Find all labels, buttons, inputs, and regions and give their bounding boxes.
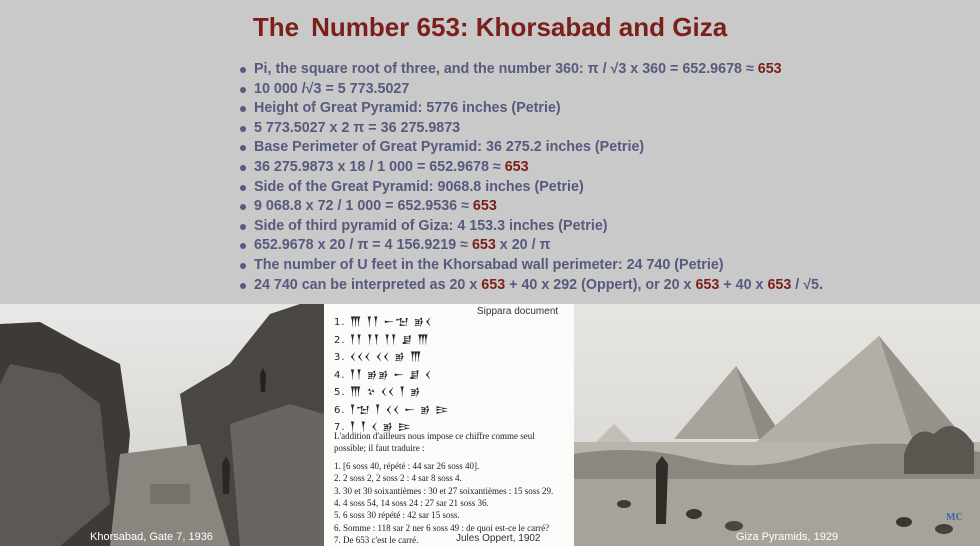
page-title xyxy=(0,12,980,43)
calculation-text: 36 275.9873 x 18 / 1 000 = 652.9678 ≈ xyxy=(254,158,505,175)
calculation-text: + 40 x xyxy=(719,276,768,293)
calculation-text: Height of Great Pyramid: 5776 inches (Petrie) xyxy=(254,100,561,117)
khorsabad-photo xyxy=(0,304,324,546)
cuneiform-row: 1. 𒐗 𒐕𒐕 𒀸𒈠 𒂊𒌋 xyxy=(334,317,433,328)
calculation-text: + 40 x 292 (Oppert), or 20 x xyxy=(505,276,696,293)
calculation-text: Side of the Great Pyramid: 9068.8 inches (Petrie) xyxy=(254,178,584,195)
highlight-653: 653 xyxy=(471,237,496,254)
calculation-item xyxy=(238,197,958,217)
translation-line: 5. 6 soss 30 répété : 42 sar 15 soss. xyxy=(334,510,460,521)
highlight-653: 653 xyxy=(504,158,529,175)
calculation-text: / √5. xyxy=(791,276,823,293)
cuneiform-row: 4. 𒐕𒐕 𒂊𒂊 𒀸 𒋗 𒌋 xyxy=(334,369,433,381)
calculation-text: The number of U feet in the Khorsabad wall perimeter: 24 740 (Petrie) xyxy=(254,256,724,273)
translation-line: 2. 2 soss 2, 2 soss 2 : 4 sar 8 soss 4. xyxy=(334,473,462,484)
calculation-text: Base Perimeter of Great Pyramid: 36 275.2 inches (Petrie) xyxy=(254,139,645,156)
oppert-caption: Jules Oppert, 1902 xyxy=(456,533,541,544)
cuneiform-row: 3. 𒌋𒌋𒌋 𒌋𒌋 𒂊 𒐗 xyxy=(334,352,423,363)
translation-line: 1. [6 soss 40, répété : 44 sar 26 soss 40]. xyxy=(334,461,480,471)
cuneiform-row: 6. 𒐕𒈠 𒐕 𒌋𒌋 𒀸 𒂊 𒄿 xyxy=(334,404,450,416)
translation-line: 6. Somme : 118 sar 2 ner 6 soss 49 : de quoi est-ce le carré? xyxy=(334,522,550,533)
calculation-item xyxy=(238,119,958,139)
calculation-text: 24 740 can be interpreted as 20 x xyxy=(254,276,482,293)
calculation-text: Pi, the square root of three, and the number 360: π / √3 x 360 = 652.9678 ≈ xyxy=(254,61,758,77)
calculation-item xyxy=(238,217,958,237)
sippara-caption: Sippara document xyxy=(477,306,559,317)
title-part-1: The xyxy=(252,12,300,42)
calculation-item xyxy=(238,80,958,100)
translation-line: 4. 4 soss 54, 14 soss 24 : 27 sar 21 soss 36. xyxy=(334,497,489,508)
calculation-item xyxy=(238,276,958,296)
calculation-item xyxy=(238,138,958,158)
calculation-item xyxy=(238,60,958,80)
cuneiform-row: 2. 𒐕𒐕 𒐕𒐕 𒐕𒐕 𒋗 𒐗 xyxy=(334,334,430,346)
cuneiform-row: 7. 𒐕 𒐕 𒌋 𒂊 𒄿 xyxy=(334,422,412,433)
title-part-2: Number 653: Khorsabad and Giza xyxy=(311,12,728,42)
translation-line: 3. 30 et 30 soixantièmes : 30 et 27 soixantièmes : 15 soss 29. xyxy=(334,485,554,496)
mc-logo: MC xyxy=(946,512,963,523)
highlight-653: 653 xyxy=(472,198,497,215)
calculation-list xyxy=(238,60,958,295)
highlight-653: 653 xyxy=(757,61,782,77)
calculation-text: 5 773.5027 x 2 π = 36 275.9873 xyxy=(254,119,461,136)
highlight-653: 653 xyxy=(481,276,506,293)
highlight-653: 653 xyxy=(695,276,720,293)
calculation-item xyxy=(238,158,958,178)
calculation-item xyxy=(238,256,958,276)
calculation-text: x 20 / π xyxy=(495,237,551,254)
document-paragraph-line: L'addition d'ailleurs nous impose ce chiffre comme seul xyxy=(334,431,535,441)
translation-line: 7. De 653 c'est le carré. xyxy=(334,534,419,545)
sippara-document xyxy=(324,304,574,546)
giza-photo xyxy=(574,304,980,546)
calculation-item xyxy=(238,236,958,256)
calculation-item xyxy=(238,99,958,119)
calculation-text: Side of third pyramid of Giza: 4 153.3 inches (Petrie) xyxy=(254,217,608,234)
cuneiform-row: 5. 𒐗 𒆳 𒌋𒌋 𒐕 𒂊 xyxy=(334,387,422,398)
calculation-text: 9 068.8 x 72 / 1 000 = 652.9536 ≈ xyxy=(254,198,473,215)
calculation-text: 10 000 /√3 = 5 773.5027 xyxy=(254,80,410,97)
document-paragraph-line: possible; il faut traduire : xyxy=(334,443,425,453)
calculation-text: 652.9678 x 20 / π = 4 156.9219 ≈ xyxy=(254,237,472,254)
giza-caption: Giza Pyramids, 1929 xyxy=(736,531,839,543)
highlight-653: 653 xyxy=(767,276,792,293)
calculation-item xyxy=(238,178,958,198)
khorsabad-caption: Khorsabad, Gate 7, 1936 xyxy=(90,531,213,543)
